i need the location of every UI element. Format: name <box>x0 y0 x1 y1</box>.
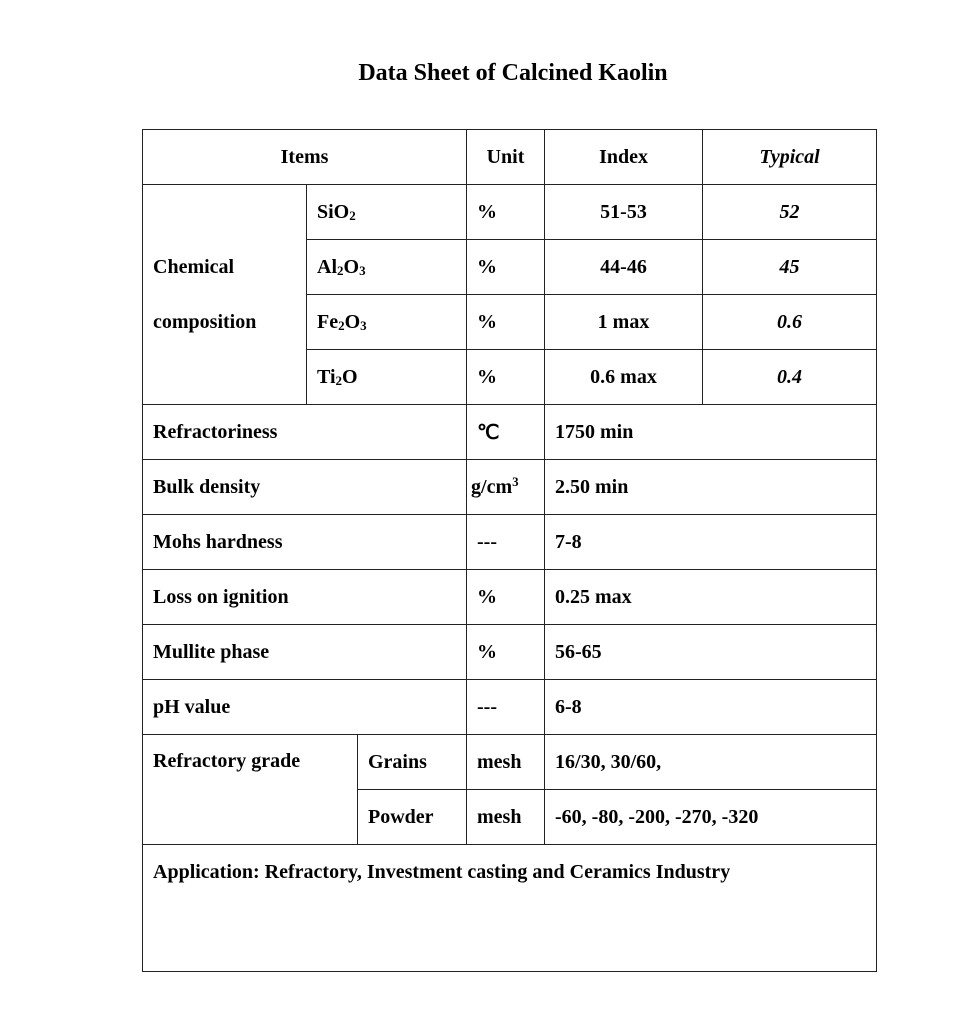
unit: ℃ <box>467 405 545 460</box>
formula <box>307 295 467 350</box>
grade-type: Grains <box>358 735 467 790</box>
application-text: Application: Refractory, Investment casting and Ceramics Industry <box>143 845 877 972</box>
item: Mullite phase <box>143 625 467 680</box>
formula-subscript: 3 <box>359 262 366 278</box>
unit: --- <box>467 680 545 735</box>
page-title: Data Sheet of Calcined Kaolin <box>358 60 668 86</box>
formula <box>307 240 467 295</box>
table-row <box>143 460 877 515</box>
header-index: Index <box>545 130 703 185</box>
formula-subscript: 2 <box>337 262 344 278</box>
value: 56-65 <box>545 625 877 680</box>
formula-subscript: 2 <box>349 207 356 223</box>
header-items: Items <box>143 130 467 185</box>
item: Loss on ignition <box>143 570 467 625</box>
index: 0.6 max <box>545 350 703 405</box>
value: 7-8 <box>545 515 877 570</box>
formula-subscript: 2 <box>335 372 343 388</box>
formula <box>307 350 467 405</box>
unit: --- <box>467 515 545 570</box>
label-line: composition <box>153 310 257 333</box>
unit: mesh <box>467 790 545 845</box>
value: -60, -80, -200, -270, -320 <box>545 790 877 845</box>
typical: 45 <box>703 240 877 295</box>
unit-text: g/cm <box>471 475 513 498</box>
unit: % <box>467 240 545 295</box>
unit <box>467 460 545 515</box>
formula <box>307 185 467 240</box>
item: Refractoriness <box>143 405 467 460</box>
value: 1750 min <box>545 405 877 460</box>
typical: 0.4 <box>703 350 877 405</box>
refractory-grade-label: Refractory grade <box>143 735 358 845</box>
unit: % <box>467 570 545 625</box>
table-row <box>143 405 877 460</box>
header-row <box>143 130 877 185</box>
chemical-composition-label <box>143 185 307 405</box>
formula-text: O <box>343 255 360 278</box>
value: 0.25 max <box>545 570 877 625</box>
index: 1 max <box>545 295 703 350</box>
item: Bulk density <box>143 460 467 515</box>
table-row <box>143 185 877 240</box>
formula-text: Fe <box>317 310 339 333</box>
index: 44-46 <box>545 240 703 295</box>
value: 2.50 min <box>545 460 877 515</box>
label-line: Chemical <box>153 255 235 278</box>
formula-subscript: 3 <box>360 317 367 333</box>
table-row <box>143 515 877 570</box>
unit-sup: 3 <box>512 473 519 489</box>
value: 16/30, 30/60, <box>545 735 877 790</box>
header-unit: Unit <box>467 130 545 185</box>
header-typical: Typical <box>703 130 877 185</box>
data-sheet-table <box>142 129 877 972</box>
formula-text: SiO <box>317 200 350 223</box>
typical: 0.6 <box>703 295 877 350</box>
application-row <box>143 845 877 972</box>
table-row <box>143 735 877 790</box>
table-row <box>143 625 877 680</box>
unit: % <box>467 295 545 350</box>
formula-text: O <box>342 365 358 388</box>
formula-text: Al <box>317 255 337 278</box>
unit: % <box>467 625 545 680</box>
item: pH value <box>143 680 467 735</box>
unit: mesh <box>467 735 545 790</box>
unit: % <box>467 350 545 405</box>
unit: % <box>467 185 545 240</box>
table-row <box>143 680 877 735</box>
grade-type: Powder <box>358 790 467 845</box>
formula-subscript: 2 <box>338 317 345 333</box>
value: 6-8 <box>545 680 877 735</box>
index: 51-53 <box>545 185 703 240</box>
formula-text: O <box>344 310 361 333</box>
table-row <box>143 570 877 625</box>
item: Mohs hardness <box>143 515 467 570</box>
typical: 52 <box>703 185 877 240</box>
formula-text: Ti <box>317 365 336 388</box>
